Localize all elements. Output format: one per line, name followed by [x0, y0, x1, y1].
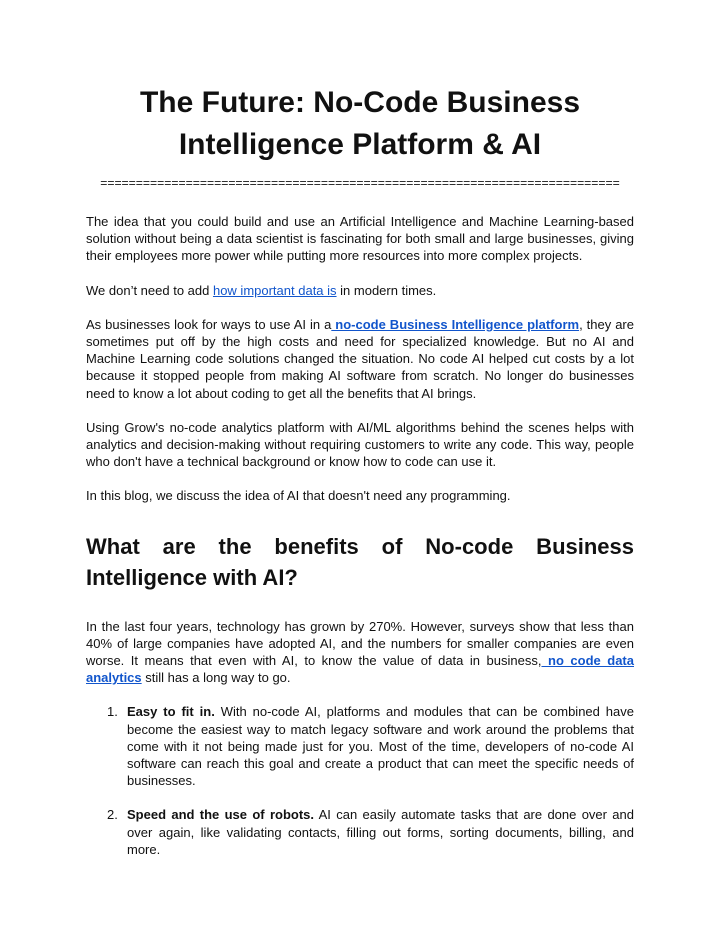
- paragraph-data-importance: [86, 282, 634, 299]
- paragraph-text: In the last four years, technology has grown by 270%. However, surveys show that less than 40% of large companies have adopted AI, and the numbers for smaller companies are even worse. It means that even with AI, to know the value of data in business,: [86, 618, 634, 669]
- list-item-text: With no-code AI, platforms and modules that can be combined have become the easiest way to match legacy software and work around the problems that come with it not being made just for you. Most of the time, developers of no-code AI software can reach this goal and create a product that can meet the specific needs of businesses.: [127, 704, 634, 789]
- paragraph-bi-platform: [86, 316, 634, 402]
- section-heading-benefits: What are the benefits of No-code Business Intelligence with AI?: [86, 533, 634, 590]
- list-item-title: Easy to fit in.: [127, 704, 215, 720]
- list-item: [86, 806, 634, 858]
- list-item-number: 2.: [107, 807, 118, 823]
- paragraph-text: We don’t need to add: [86, 282, 213, 298]
- list-item: [86, 703, 634, 789]
- list-item-text: AI can easily automate tasks that are done over and over again, like validating contacts, filling out forms, sorting documents, billing, and more.: [127, 807, 634, 857]
- paragraph-text: in modern times.: [336, 282, 437, 298]
- paragraph-text: still has a long way to go.: [141, 670, 291, 686]
- paragraph-technology-growth: [86, 618, 634, 687]
- paragraph-grow-platform: Using Grow's no-code analytics platform with AI/ML algorithms behind the scenes helps with analytics and decision-making without requiring customers to write any code. This way, people who don't have a technical background or know how to code can use it.: [86, 419, 634, 470]
- paragraph-text: , they are sometimes put off by the high costs and need for specialized knowledge. But no AI and Machine Learning code solutions changed the situation. No code AI helped cut costs by a lot because it stopped people from making AI software from scratch. No longer do businesses need to know a lot about coding to get all the benefits that AI brings.: [86, 316, 634, 401]
- no-code-bi-platform-link[interactable]: no-code Business Intelligence platform: [331, 316, 580, 332]
- title-separator: =========================================================================: [100, 176, 620, 190]
- how-important-data-is-link[interactable]: how important data is: [212, 282, 337, 298]
- no-code-data-analytics-link[interactable]: no code data analytics: [86, 653, 634, 686]
- paragraph-blog-intro: In this blog, we discuss the idea of AI that doesn't need any programming.: [86, 488, 511, 504]
- paragraph-text: As businesses look for ways to use AI in a: [86, 316, 332, 332]
- benefits-list: [86, 703, 634, 858]
- page-title: The Future: No-Code Business Intelligence Platform & AI: [139, 86, 581, 161]
- list-item-title: Speed and the use of robots.: [127, 807, 315, 823]
- intro-paragraph: The idea that you could build and use an Artificial Intelligence and Machine Learning-based solution without being a data scientist is fascinating for both small and large businesses, giving their employees more power while putting more resources into more complex projects.: [86, 214, 634, 264]
- list-item-number: 1.: [107, 704, 118, 720]
